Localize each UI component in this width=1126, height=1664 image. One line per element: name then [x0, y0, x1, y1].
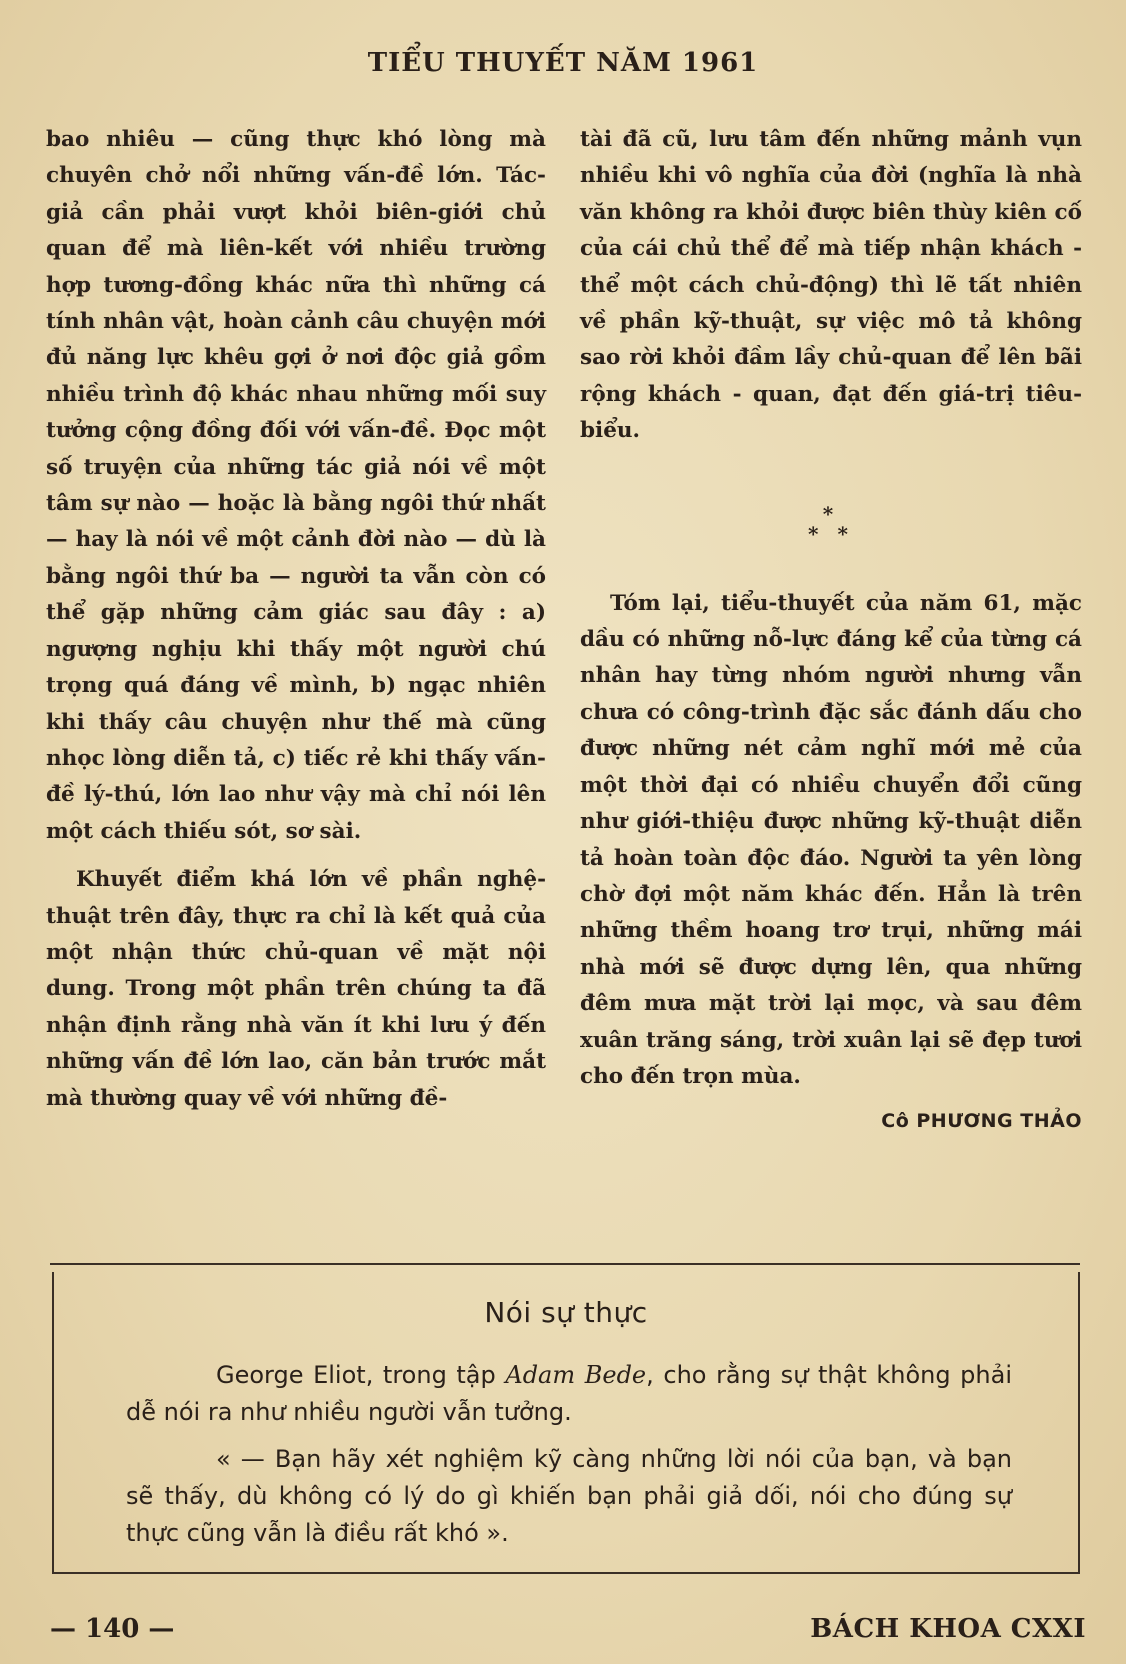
- right-column: [580, 122, 1082, 1140]
- left-paragraph-2: Khuyết điểm khá lớn về phần nghệ-thuật trên đây, thực ra chỉ là kết quả của một nhận thức chủ-quan về mặt nội dung. Trong một phần trên chúng ta đã nhận định rằng nhà văn ít khi lưu ý đến những vấn đề lớn lao, căn bản trước mắt mà thường quay về với những đề-: [46, 867, 546, 1111]
- box-quote: « — Bạn hãy xét nghiệm kỹ càng những lời nói của bạn, và bạn sẽ thấy, dù không có lý do gì khiến bạn phải giả dối, nói cho đúng sự thực cũng vẫn là điều rất khó ».: [126, 1445, 1012, 1547]
- box-title: Nói sự thực: [484, 1296, 648, 1329]
- sidebar-box: [52, 1272, 1080, 1574]
- box-body: [126, 1357, 1012, 1552]
- right-paragraph-2: Tóm lại, tiểu-thuyết của năm 61, mặc dầu có những nỗ-lực đáng kể của từng cá nhân hay từng nhóm người nhưng vẫn chưa có công-trình đặc sắc đánh dấu cho được những nét cảm nghĩ mới mẻ của một thời đại có nhiều chuyển đổi cũng như giới-thiệu được những kỹ-thuật diễn tả hoàn toàn độc đáo. Người ta yên lòng chờ đợi một năm khác đến. Hẳn là trên những thềm hoang trơ trụi, những mái nhà mới sẽ được dựng lên, qua những đêm mưa mặt trời lại mọc, và sau đêm xuân trăng sáng, trời xuân lại sẽ đẹp tươi cho đến trọn mùa.: [580, 590, 1082, 1089]
- box-intro: [126, 1357, 1012, 1431]
- section-break-asterism: * * *: [808, 501, 854, 546]
- right-paragraph-1: tài đã cũ, lưu tâm đến những mảnh vụn nhiều khi vô nghĩa của đời (nghĩa là nhà văn không ra khỏi được biên thùy kiên cố của cái chủ thể để mà tiếp nhận khách - thể một cách chủ-động) thì lẽ tất nhiên về phần kỹ-thuật, sự việc mô tả không sao rời khỏi đầm lầy chủ-quan để lên bãi rộng khách - quan, đạt đến giá-trị tiêu-biểu.: [580, 127, 1082, 444]
- box-intro-after: , cho rằng sự thật không phải dễ nói ra như nhiều người vẫn tưởng.: [126, 1361, 1013, 1426]
- author-signature: Cô PHƯƠNG THẢO: [881, 1110, 1082, 1133]
- left-paragraph-1: bao nhiêu — cũng thực khó lòng mà chuyên chở nổi những vấn-đề lớn. Tác-giả cần phải vượt khỏi biên-giới chủ quan để mà liên-kết với nhiều trường hợp tương-đồng khác nữa thì những cá tính nhân vật, hoàn cảnh câu chuyện mới đủ năng lực khêu gợi ở nơi độc giả gồm nhiều trình độ khác nhau những mối suy tưởng cộng đồng đối với vấn-đề. Đọc một số truyện của những tác giả nói về một tâm sự nào — hoặc là bằng ngôi thứ nhất — hay là nói về một cảnh đời nào — dù là bằng ngôi thứ ba — người ta vẫn còn có thể gặp những cảm giác sau đây : a) ngượng nghịu khi thấy một người chú trọng quá đáng về mình, b) ngạc nhiên khi thấy câu chuyện như thế mà cũng nhọc lòng diễn tả, c) tiếc rẻ khi thấy vấn-đề lý-thú, lớn lao như vậy mà chỉ nói lên một cách thiếu sót, sơ sài.: [46, 127, 546, 844]
- box-intro-before: George Eliot, trong tập: [216, 1361, 506, 1389]
- horizontal-divider: [50, 1263, 1080, 1265]
- publication-name: BÁCH KHOA CXXI: [810, 1614, 1086, 1644]
- left-column: [46, 122, 546, 1117]
- running-title: TIỂU THUYẾT NĂM 1961: [367, 48, 759, 78]
- page-number: — 140 —: [50, 1614, 175, 1644]
- book-title: Adam Bede: [505, 1361, 647, 1389]
